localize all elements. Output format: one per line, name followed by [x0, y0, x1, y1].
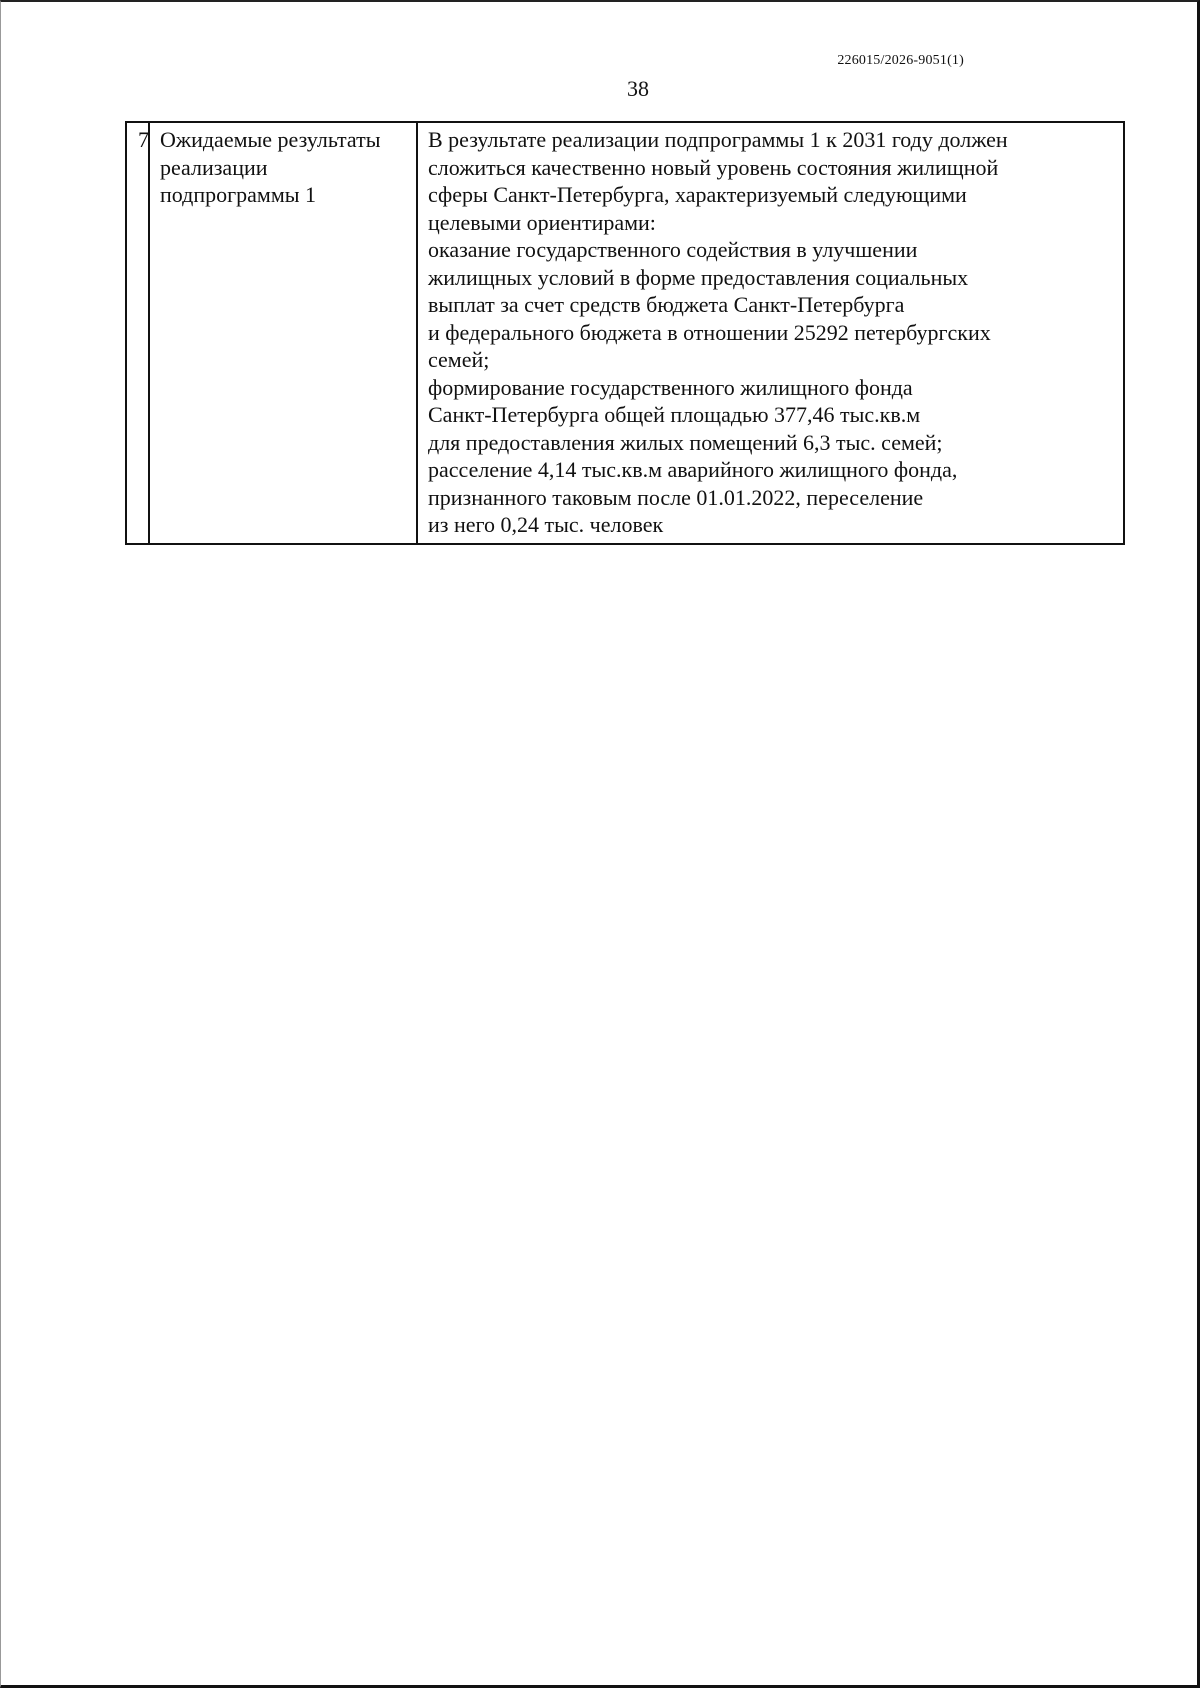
- row-content-line: Санкт-Петербурга общей площадью 377,46 тыс.кв.м: [428, 402, 921, 427]
- row-content-line: целевыми ориентирами:: [428, 209, 656, 235]
- row-content-line: семей;: [428, 347, 490, 372]
- row-number: 7: [138, 127, 149, 152]
- row-name-line: Ожидаемые результаты: [160, 127, 381, 152]
- row-content-cell: [417, 122, 1124, 544]
- row-content-line: сложиться качественно новый уровень состояния жилищной: [428, 154, 999, 180]
- row-name-line: реализации: [160, 154, 268, 180]
- row-content-line: В результате реализации подпрограммы 1 к 2031 году должен: [428, 127, 1008, 152]
- row-content-line: формирование государственного жилищного фонда: [428, 374, 913, 400]
- row-number-cell: [126, 122, 149, 544]
- page-number: 38: [627, 76, 649, 101]
- row-content-line: жилищных условий в форме предоставления социальных: [428, 264, 969, 290]
- row-content-line: для предоставления жилых помещений 6,3 тыс. семей;: [428, 429, 943, 455]
- row-content-line: выплат за счет средств бюджета Санкт-Петербурга: [428, 292, 905, 317]
- row-name-cell: [149, 122, 417, 544]
- table-row: [126, 122, 1124, 544]
- row-name-line: подпрограммы 1: [160, 182, 317, 207]
- row-content-line: расселение 4,14 тыс.кв.м аварийного жилищного фонда,: [428, 457, 958, 482]
- row-content-line: сферы Санкт-Петербурга, характеризуемый следующими: [428, 182, 967, 207]
- row-content-line: из него 0,24 тыс. человек: [428, 512, 664, 537]
- subprogram-table: [125, 121, 1125, 545]
- row-content-line: признанного таковым после 01.01.2022, переселение: [428, 484, 924, 510]
- row-content-line: оказание государственного содействия в улучшении: [428, 237, 918, 262]
- document-code: 226015/2026-9051(1): [837, 53, 964, 68]
- row-content-line: и федерального бюджета в отношении 25292 петербургских: [428, 319, 991, 345]
